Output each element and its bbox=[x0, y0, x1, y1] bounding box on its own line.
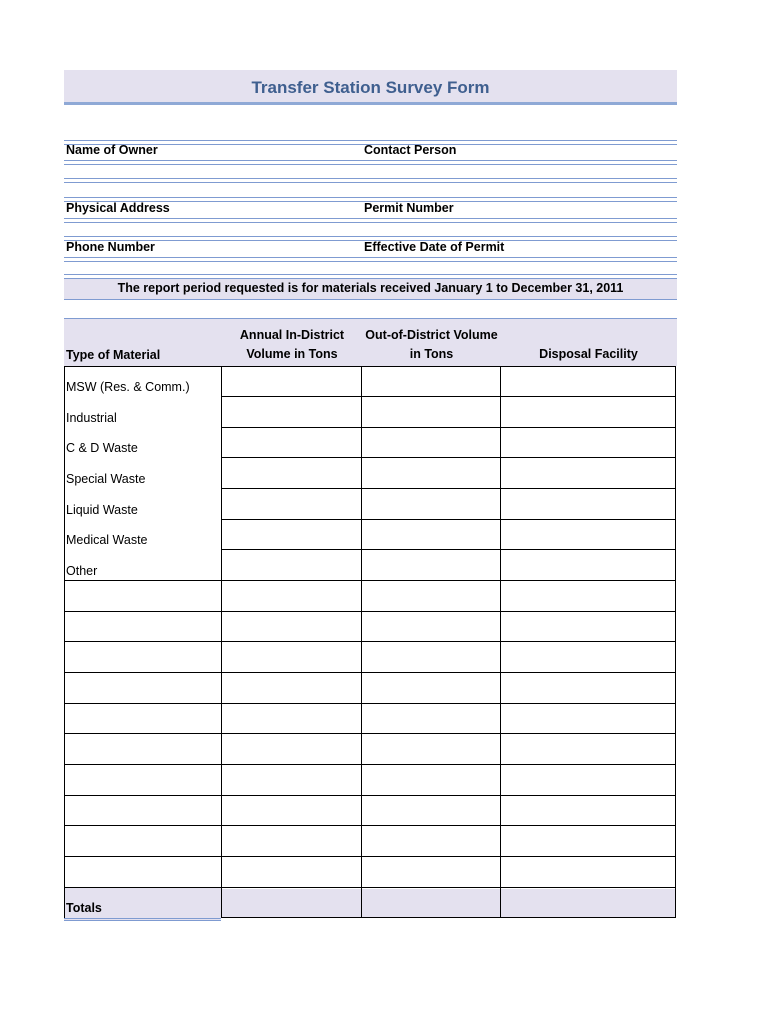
header-disposal-facility: Disposal Facility bbox=[539, 347, 638, 361]
period-note: The report period requested is for materials received January 1 to December 31, 2011 bbox=[117, 281, 624, 295]
header-out-of-district-1: Out-of-District Volume bbox=[365, 328, 498, 342]
page-title: Transfer Station Survey Form bbox=[251, 78, 490, 97]
totals-label: Totals bbox=[66, 901, 102, 915]
owner-name-label: Name of Owner bbox=[66, 143, 158, 157]
row-label-special-waste: Special Waste bbox=[66, 472, 146, 486]
contact-person-label: Contact Person bbox=[364, 143, 457, 157]
grid-line bbox=[64, 672, 676, 673]
grid-line bbox=[221, 396, 676, 397]
header-annual-in-district-1: Annual In-District bbox=[239, 328, 345, 342]
grid-line bbox=[64, 366, 676, 367]
grid-line bbox=[675, 366, 676, 918]
divider bbox=[64, 178, 677, 183]
physical-address-label: Physical Address bbox=[66, 201, 170, 215]
grid-line bbox=[64, 825, 676, 826]
grid-line bbox=[64, 764, 676, 765]
grid-line bbox=[221, 488, 676, 489]
grid-line bbox=[221, 549, 676, 550]
grid-line bbox=[64, 733, 676, 734]
grid-line bbox=[64, 887, 676, 888]
row-label-other: Other bbox=[66, 564, 98, 578]
row-label-cd-waste: C & D Waste bbox=[66, 441, 138, 455]
permit-number-label: Permit Number bbox=[364, 201, 454, 215]
grid-line bbox=[221, 366, 222, 918]
grid-line bbox=[361, 366, 362, 918]
row-label-liquid-waste: Liquid Waste bbox=[66, 503, 138, 517]
effective-date-label: Effective Date of Permit bbox=[364, 240, 505, 254]
phone-number-label: Phone Number bbox=[66, 240, 155, 254]
row-label-msw: MSW (Res. & Comm.) bbox=[66, 380, 190, 394]
row-label-industrial: Industrial bbox=[66, 411, 117, 425]
grid-line bbox=[64, 795, 676, 796]
header-out-of-district-2: in Tons bbox=[409, 347, 454, 361]
grid-line bbox=[64, 366, 65, 918]
grid-line bbox=[64, 580, 676, 581]
owner-name-field[interactable] bbox=[64, 160, 677, 165]
grid-line bbox=[64, 856, 676, 857]
grid-line bbox=[221, 519, 676, 520]
material-table bbox=[64, 366, 676, 918]
grid-line bbox=[64, 611, 676, 612]
grid-line bbox=[64, 641, 676, 642]
header-annual-in-district-2: Volume in Tons bbox=[246, 347, 338, 361]
row-label-medical-waste: Medical Waste bbox=[66, 533, 148, 547]
grid-line bbox=[500, 366, 501, 918]
grid-line bbox=[64, 703, 676, 704]
header-type-of-material: Type of Material bbox=[66, 348, 161, 362]
phone-number-field[interactable] bbox=[64, 257, 677, 262]
grid-line bbox=[221, 917, 676, 918]
physical-address-field[interactable] bbox=[64, 218, 677, 223]
grid-line bbox=[221, 427, 676, 428]
grid-line bbox=[221, 457, 676, 458]
